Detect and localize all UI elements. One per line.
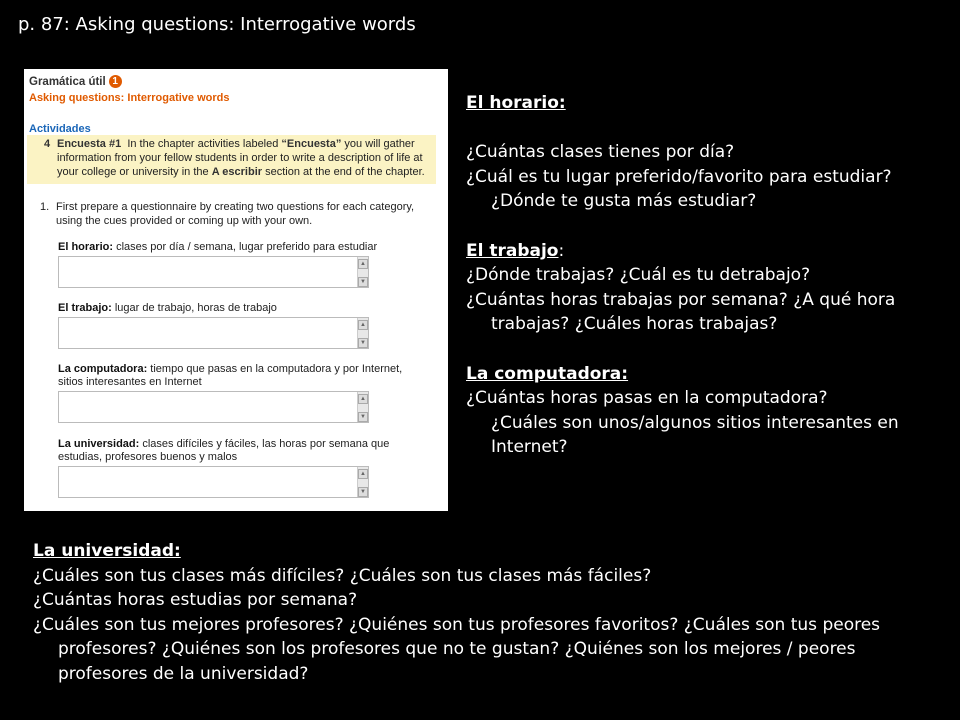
scrollbar[interactable] (357, 318, 368, 348)
field-cue: clases por día / semana, lugar preferido para estudiar (113, 241, 378, 253)
field-label-bold: La computadora: (58, 363, 148, 375)
activity-text-part: you will gather information from your fellow students in order to write a description of life at your college or university in the (57, 138, 423, 178)
field-label-universidad (58, 438, 428, 464)
activity-box (27, 135, 436, 184)
field-label-horario (58, 241, 428, 254)
horario-heading: El horario: (466, 93, 566, 113)
horario-question-1: ¿Cuántas clases tienes por día? (466, 142, 735, 163)
activity-text (57, 137, 435, 179)
spacer (466, 116, 936, 141)
step-number: 1. (40, 201, 50, 213)
activity-quote: “Encuesta” (281, 138, 342, 150)
universidad-question-3: ¿Cuáles son tus mejores profesores? ¿Quiénes son tus profesores favoritos? ¿Cuáles son tus peores profesores? ¿Quiénes son los profesores que no te gustan? ¿Quiénes son los mejores / peores profesores de la universidad? (33, 614, 881, 684)
textbook-excerpt (24, 69, 448, 511)
activities-label: Actividades (29, 123, 91, 135)
universidad-question-2: ¿Cuántas horas estudias por semana? (33, 590, 358, 611)
grammar-subheading: Asking questions: Interrogative words (29, 92, 230, 104)
activity-text-part: In the chapter activities labeled (127, 138, 282, 150)
universidad-textarea[interactable] (58, 466, 369, 498)
scroll-up-icon[interactable]: ▲ (358, 394, 368, 404)
scroll-down-icon[interactable]: ▼ (358, 277, 368, 287)
step-text: First prepare a questionnaire by creating two questions for each category, using the cues provided or coming up with your own. (56, 201, 415, 227)
field-label-bold: El trabajo: (58, 302, 112, 314)
trabajo-question-2: ¿Cuántas horas trabajas por semana? ¿A qué hora trabajas? ¿Cuáles horas trabajas? (466, 289, 896, 335)
horario-textarea[interactable] (58, 256, 369, 288)
scroll-up-icon[interactable]: ▲ (358, 320, 368, 330)
scrollbar[interactable] (357, 467, 368, 497)
grammar-heading (29, 75, 122, 88)
field-label-computadora (58, 363, 428, 389)
trabajo-heading: El trabajo (466, 240, 559, 261)
field-label-bold: El horario: (58, 241, 114, 253)
field-label-bold: La universidad: (58, 438, 140, 450)
activity-name: Encuesta #1 (57, 138, 122, 150)
scroll-up-icon[interactable]: ▲ (358, 469, 368, 479)
scroll-down-icon[interactable]: ▼ (358, 412, 368, 422)
activity-text-part: section at the end of the chapter. (262, 166, 425, 178)
computadora-question-1: ¿Cuántas horas pasas en la computadora? (466, 388, 828, 409)
horario-question-2: ¿Cuál es tu lugar preferido/favorito para estudiar? ¿Dónde te gusta más estudiar? (466, 166, 892, 212)
computadora-question-2: ¿Cuáles son unos/algunos sitios interesantes en Internet? (491, 412, 899, 458)
slide-title: p. 87: Asking questions: Interrogative words (18, 14, 416, 35)
trabajo-heading-line (466, 239, 936, 264)
scrollbar[interactable] (357, 257, 368, 287)
field-cue: clases difíciles y fáciles, las horas por semana que estudias, profesores buenos y malos (58, 438, 390, 463)
field-cue: lugar de trabajo, horas de trabajo (111, 302, 277, 314)
scrollbar[interactable] (357, 392, 368, 422)
universidad-heading: La universidad: (33, 541, 181, 561)
field-cue: tiempo que pasas en la computadora y por Internet, sitios interesantes en Internet (58, 363, 403, 388)
trabajo-question-1: ¿Dónde trabajas? ¿Cuál es tu detrabajo? (466, 265, 811, 286)
question-list-bottom (33, 539, 938, 687)
grammar-heading-text: Gramática útil (29, 75, 106, 88)
spacer (466, 337, 936, 362)
trabajo-textarea[interactable] (58, 317, 369, 349)
universidad-question-1: ¿Cuáles son tus clases más difíciles? ¿Cuáles son tus clases más fáciles? (33, 565, 652, 586)
scroll-up-icon[interactable]: ▲ (358, 259, 368, 269)
computadora-textarea[interactable] (58, 391, 369, 423)
field-label-trabajo (58, 302, 428, 315)
spacer (466, 214, 936, 239)
scroll-down-icon[interactable]: ▼ (358, 487, 368, 497)
question-list-right (466, 91, 936, 460)
activity-number: 4 (44, 138, 51, 150)
computadora-heading: La computadora: (466, 363, 629, 384)
trabajo-colon: : (558, 240, 565, 261)
grammar-number-badge: 1 (109, 75, 122, 88)
scroll-down-icon[interactable]: ▼ (358, 338, 368, 348)
activity-section: A escribir (211, 166, 263, 178)
